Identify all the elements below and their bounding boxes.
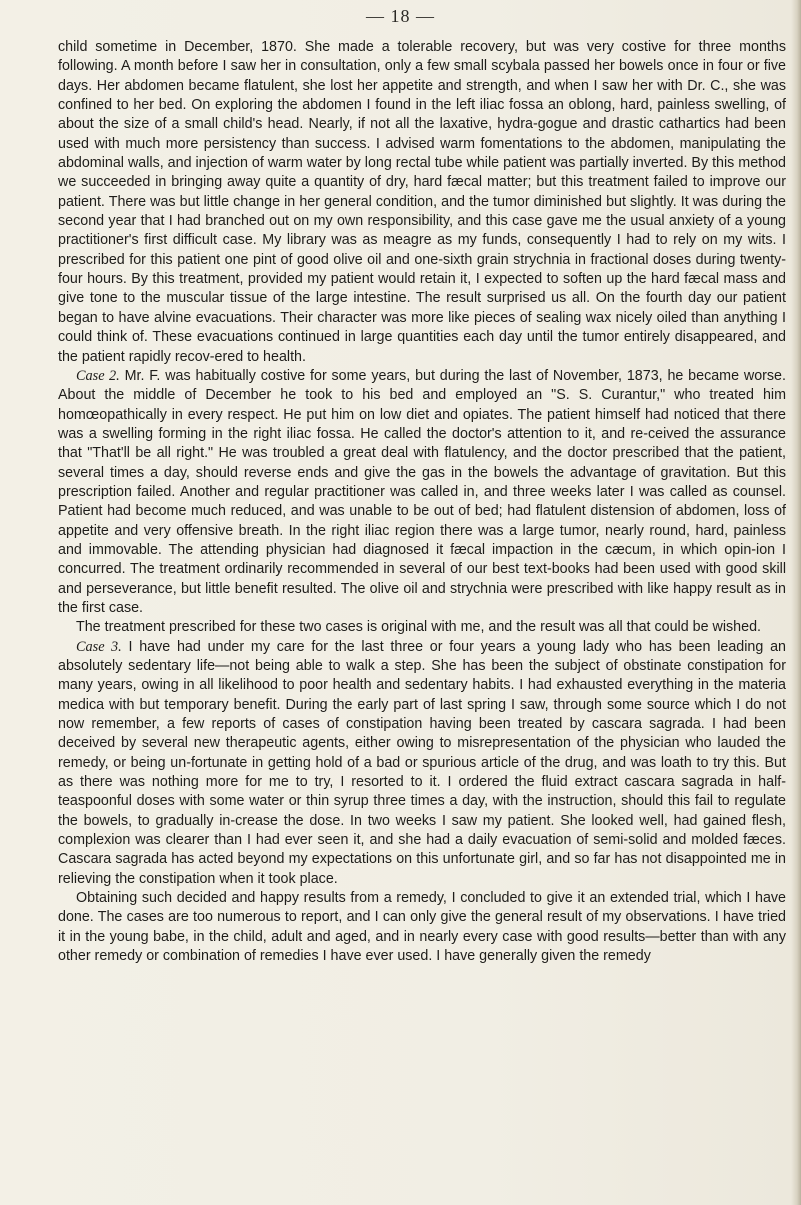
paragraph-case-3: Case 3. I have had under my care for the last three or four years a young lady who has been leading an absolutely sedentary life—not being able to walk a step. She has been the subject of obstinate constipation for many years, owing in all likelihood to poor health and sedentary habits. I had exhausted everything in the materia medica with but temporary benefit. During the early part of last spring I saw, through some source which I do not now remember, a few reports of cases of constipation having been treated by cascara sagrada. I had been deceived by several new therapeutic agents, either owing to misrepresentation of the physician who lauded the remedy, or being un-fortunate in getting hold of a bad or spurious article of the drug, and was loath to try this. But as there was nothing more for me to try, I resorted to it. I ordered the fluid extract cascara sagrada in half-teaspoonful doses with some water or thin syrup three times a day, with the instruction, should this fail to regulate the bowels, to gradually in-crease the dose. In two weeks I saw my patient. She looked well, had gained flesh, complexion was clearer than I had ever seen it, and she had a daily evacuation of semi-solid and molded fæces. Cascara sagrada has acted beyond my expectations on this unfortunate girl, and so far has not disappointed me in relieving the constipation when it took place. — [58, 638, 786, 887]
paragraph-treatment-note: The treatment prescribed for these two cases is original with me, and the result was all that could be wished. — [76, 619, 762, 636]
body-text — [58, 38, 786, 967]
case-label: Case 2. — [76, 367, 120, 384]
paragraph-conclusion: Obtaining such decided and happy results from a remedy, I concluded to give it an extended trial, which I have done. The cases are too numerous to report, and I can only give the general result of my observations. I have tried it in the young babe, in the child, adult and aged, and in nearly every case with good results—better than with any other remedy or combination of remedies I have ever used. I have generally given the remedy — [58, 890, 786, 965]
paragraph-case-1-continued: child sometime in December, 1870. She made a tolerable recovery, but was very costive for three months following. A month before I saw her in consultation, only a few small scybala passed her bowels once in four or five days. Her abdomen became flatulent, she lost her appetite and strength, and when I saw her with Dr. C., she was confined to her bed. On exploring the abdomen I found in the left iliac fossa an oblong, hard, painless swelling, of about the size of a small child's head. Nearly, if not all the laxative, hydra-gogue and drastic cathartics had been used with much more persistency than success. I advised warm fomentations to the abdomen, manipulating the abdominal walls, and injection of warm water by long rectal tube while patient was partially inverted. By this method we succeeded in bringing away quite a quantity of dry, hard fæcal matter; but this treatment failed to improve our patient. There was but little change in her general condition, and the tumor diminished but slightly. It was during the second year that I had branched out on my own responsibility, and this case gave me the usual anxiety of a young practitioner's first difficult case. My library was as meagre as my funds, consequently I had to rely on my wits. I prescribed for this patient one pint of good olive oil and one-sixth grain strychnia in fractional doses during twenty-four hours. By this treatment, provided my patient would retain it, I expected to soften up the hard fæcal mass and give tone to the muscular tissue of the large intestine. The result surprised us all. On the fourth day our patient began to have alvine evacuations. Their character was more like pieces of sealing wax nicely oiled than anything I could think of. These evacuations continued in large quantities each day until the tumor entirely disappeared, and the patient rapidly recov-ered to health. — [58, 39, 786, 365]
paragraph-case-2: Case 2. Mr. F. was habitually costive for some years, but during the last of November, 1873, he became worse. About the middle of December he took to his bed and employed an "S. S. Curantur," who treated him homœopathically in every respect. He put him on low diet and opiates. The patient himself had noticed that there was a swelling forming in the right iliac fossa. He called the doctor's attention to it, and re-ceived the assurance that "That'll be all right." He was troubled a great deal with flatulency, and the doctor prescribed that the patient, several times a day, should reverse ends and give the gas in the bowels the advantage of gravitation. But this prescription failed. Another and regular practitioner was called in, and three weeks later I was called as counsel. Patient had become much reduced, and was unable to be out of bed; had flatulent distension of abdomen, loss of appetite and very offensive breath. In the right iliac region there was a large tumor, nearly round, hard, painless and immovable. The attending physician had diagnosed it fæcal impaction in the cæcum, in which opin-ion I concurred. The treatment ordinarily recommended in several of our best text-books had been used with good skill and perseverance, but little benefit resulted. The olive oil and strychnia were prescribed with like happy result as in the first case. — [58, 367, 786, 616]
page-edge-shadow — [791, 0, 801, 1205]
page-number: — 18 — — [366, 6, 435, 26]
case-label: Case 3. — [76, 638, 122, 655]
